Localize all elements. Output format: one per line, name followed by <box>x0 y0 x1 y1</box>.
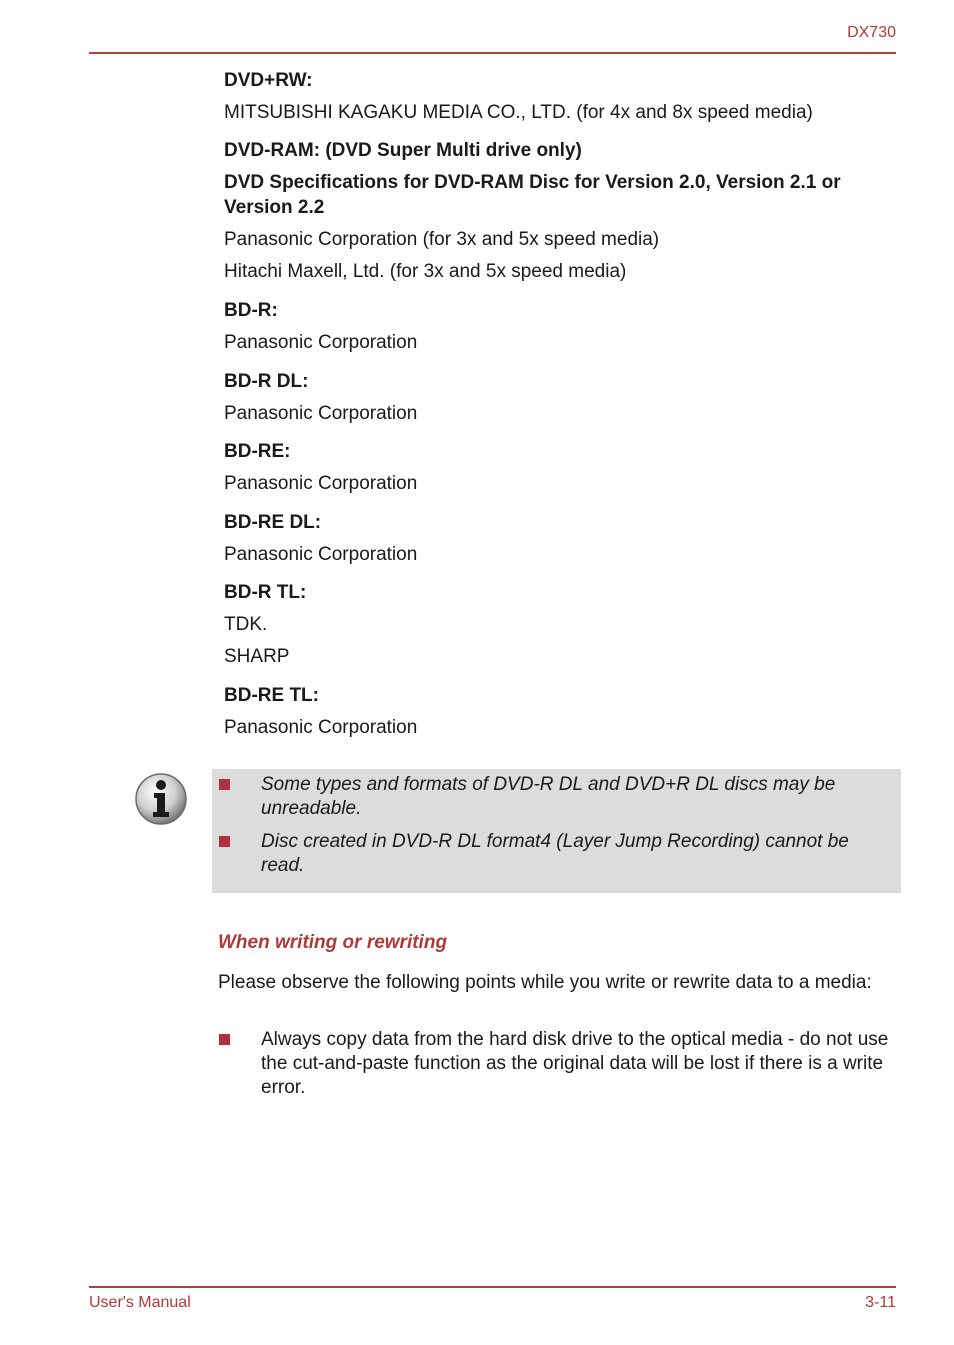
header-rule <box>89 52 896 54</box>
info-icon <box>134 772 188 826</box>
footer-page-number: 3-11 <box>865 1294 896 1311</box>
bdrdl-heading: BD-R DL: <box>224 371 309 392</box>
dvdram-item-2: Hitachi Maxell, Ltd. (for 3x and 5x speed media) <box>224 261 627 282</box>
bdredl-item: Panasonic Corporation <box>224 544 418 565</box>
bdrdl-item: Panasonic Corporation <box>224 403 418 424</box>
bdre-heading: BD-RE: <box>224 441 291 462</box>
footer-rule <box>89 1286 896 1288</box>
bdretl-item: Panasonic Corporation <box>224 717 418 738</box>
section-title: When writing or rewriting <box>218 932 448 953</box>
bdrtl-item-2: SHARP <box>224 646 290 667</box>
list-bullet-1 <box>219 1034 230 1045</box>
dvdrw-heading: DVD+RW: <box>224 70 313 91</box>
bdrtl-heading: BD-R TL: <box>224 582 307 603</box>
bdrtl-item-1: TDK. <box>224 614 268 635</box>
note-bullet-1 <box>219 779 230 790</box>
bdr-heading: BD-R: <box>224 300 278 321</box>
bdre-item: Panasonic Corporation <box>224 473 418 494</box>
bdredl-heading: BD-RE DL: <box>224 512 322 533</box>
note-item-1: Some types and formats of DVD-R DL and DVD+R DL discs may be unreadable. <box>261 774 836 819</box>
dvdram-heading: DVD-RAM: (DVD Super Multi drive only) <box>224 140 582 161</box>
bdretl-heading: BD-RE TL: <box>224 685 319 706</box>
note-item-2: Disc created in DVD-R DL format4 (Layer Jump Recording) cannot be read. <box>261 831 849 876</box>
header-model-name: DX730 <box>847 24 896 41</box>
bdr-item: Panasonic Corporation <box>224 332 418 353</box>
note-bullet-2 <box>219 836 230 847</box>
dvdram-spec-heading: DVD Specifications for DVD-RAM Disc for Version 2.0, Version 2.1 or Version 2.2 <box>224 172 841 218</box>
dvdrw-item: MITSUBISHI KAGAKU MEDIA CO., LTD. (for 4x and 8x speed media) <box>224 102 813 123</box>
writing-item-1: Always copy data from the hard disk drive to the optical media - do not use the cut-and-paste function as the original data will be lost if there is a write error. <box>261 1029 889 1098</box>
media-list <box>224 68 896 740</box>
dvdram-item-1: Panasonic Corporation (for 3x and 5x speed media) <box>224 229 660 250</box>
footer-manual-title: User's Manual <box>89 1294 191 1311</box>
writing-intro: Please observe the following points while you write or rewrite data to a media: <box>218 972 872 993</box>
